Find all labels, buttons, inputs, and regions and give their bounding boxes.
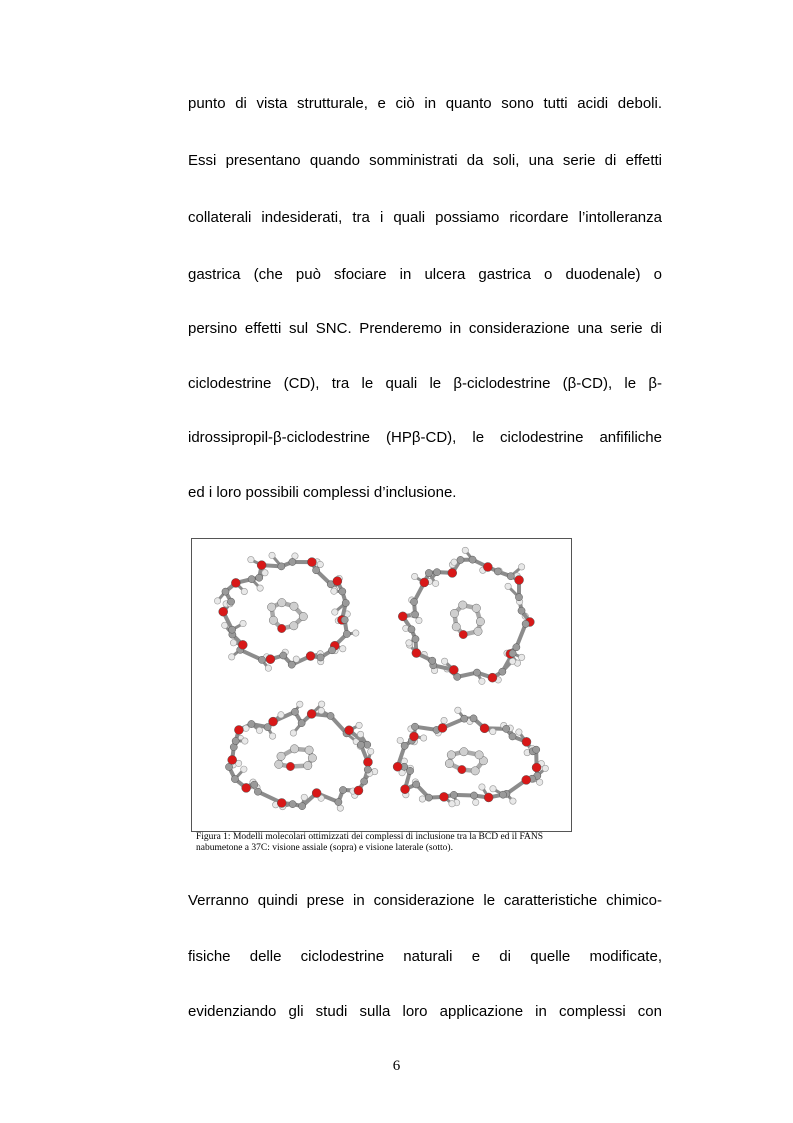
paragraph-line: punto di vista strutturale, e ciò in quanto sono tutti acidi deboli.: [188, 95, 662, 112]
paragraph-line: Essi presentano quando somministrati da soli, una serie di effetti: [188, 152, 662, 169]
caption-line: nabumetone a 37C: visione assiale (sopra) e visione laterale (sotto).: [196, 843, 453, 853]
paragraph-line: gastrica (che può sfociare in ulcera gastrica o duodenale) o: [188, 266, 662, 283]
page-number: 6: [392, 1058, 401, 1074]
paragraph-line: persino effetti sul SNC. Prenderemo in considerazione una serie di: [188, 320, 662, 337]
molecular-figure: [191, 538, 572, 832]
paragraph-line: collaterali indesiderati, tra i quali possiamo ricordare l’intolleranza: [188, 209, 662, 226]
paragraph-line: Verranno quindi prese in considerazione le caratteristiche chimico-: [188, 892, 662, 909]
caption-line: Figura 1: Modelli molecolari ottimizzati dei complessi di inclusione tra la BCD ed il FANS: [196, 832, 544, 842]
figure-caption: [196, 832, 586, 854]
paragraph-line: idrossipropil-β-ciclodestrine (HPβ-CD), le ciclodestrine anfifiliche: [188, 429, 662, 446]
molecular-models-image: [192, 539, 571, 831]
paragraph-line: fisiche delle ciclodestrine naturali e di quelle modificate,: [188, 948, 662, 965]
paragraph-line: evidenziando gli studi sulla loro applicazione in complessi con: [188, 1003, 662, 1020]
paragraph-line: ed i loro possibili complessi d’inclusione.: [188, 484, 457, 501]
paragraph-line: ciclodestrine (CD), tra le quali le β-ciclodestrine (β-CD), le β-: [188, 375, 662, 392]
